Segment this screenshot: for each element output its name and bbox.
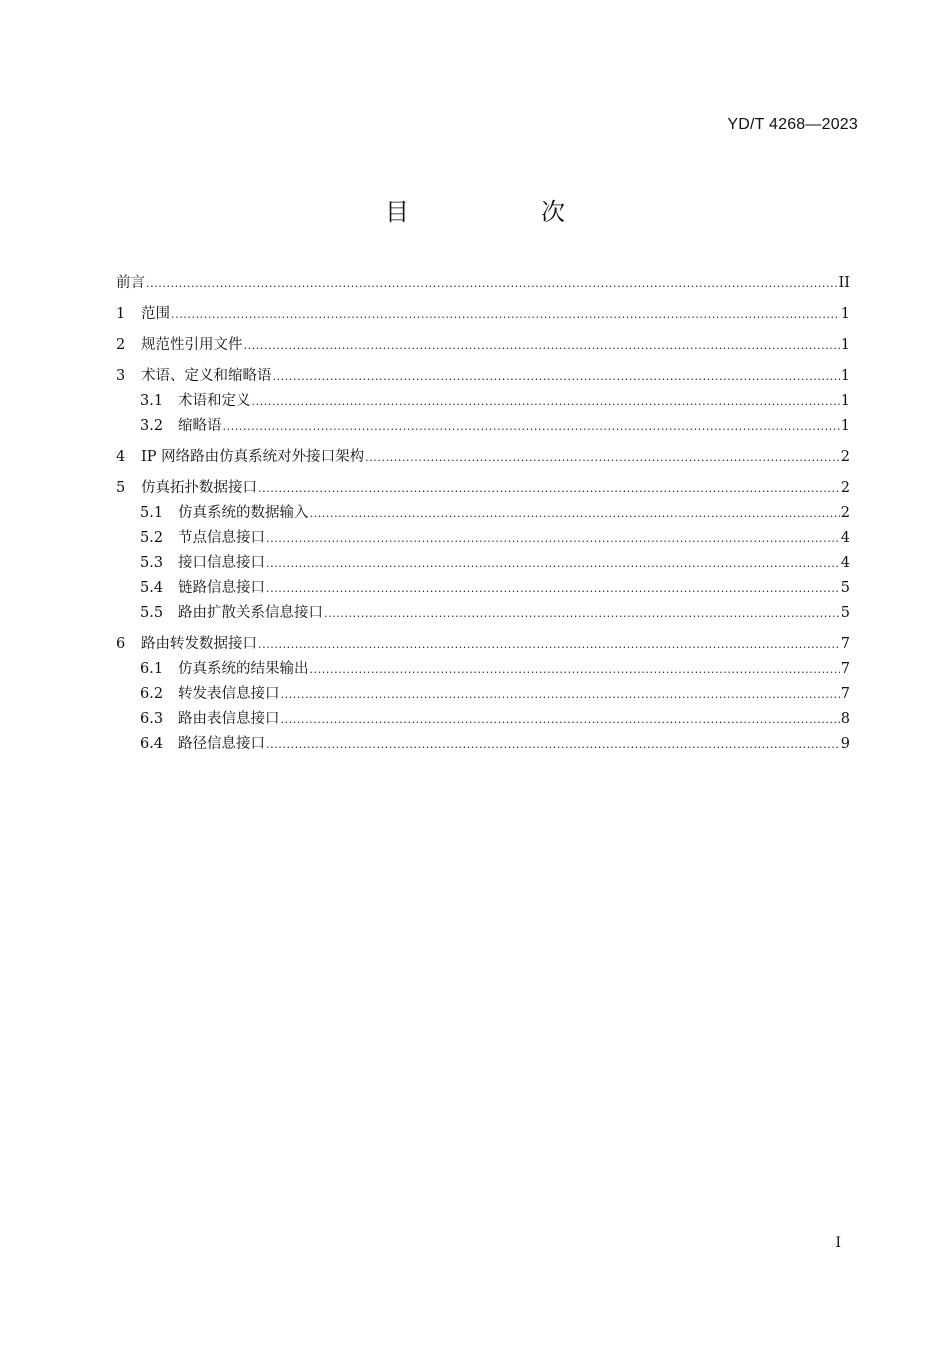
toc-title: 目 次 — [385, 198, 619, 226]
toc-entry-page: 1 — [840, 337, 850, 353]
toc-entry[interactable] — [116, 445, 850, 470]
toc-entry-label: 前言 — [116, 275, 145, 291]
toc-entry-label: 路由扩散关系信息接口 — [178, 605, 323, 621]
toc-entry-number: 5.5 — [140, 605, 164, 621]
toc-entry[interactable] — [116, 389, 850, 414]
toc-entry-label: 节点信息接口 — [178, 530, 265, 546]
toc-entry-page: 2 — [840, 480, 850, 496]
toc-entry-number: 5.3 — [140, 555, 164, 571]
toc-entry-number: 2 — [116, 337, 126, 353]
dot-leader — [365, 445, 840, 470]
toc-entry-number: 3.1 — [140, 393, 164, 409]
toc-entry-number: 5 — [116, 480, 126, 496]
toc-entry-label: 术语、定义和缩略语 — [141, 368, 272, 384]
toc-entry-number: 5.1 — [140, 505, 164, 521]
toc-entry[interactable] — [116, 632, 850, 657]
toc-entry-label: 仿真系统的结果输出 — [178, 661, 309, 677]
toc-entry-page: 8 — [840, 711, 850, 727]
toc-entry[interactable] — [116, 414, 850, 439]
dot-leader — [223, 414, 840, 439]
toc-entry-number: 6.1 — [140, 661, 164, 677]
dot-leader — [281, 707, 840, 732]
dot-leader — [266, 551, 840, 576]
toc-entry-number: 3.2 — [140, 418, 164, 434]
toc-entry-label: 术语和定义 — [178, 393, 251, 409]
toc-entry-label: 范围 — [141, 306, 170, 322]
toc-entry-number: 6.4 — [140, 736, 164, 752]
toc-entry-number: 5.4 — [140, 580, 164, 596]
dot-leader — [252, 389, 840, 414]
toc-entry-page: 1 — [840, 418, 850, 434]
dot-leader — [258, 476, 840, 501]
toc-entry-label: 接口信息接口 — [178, 555, 265, 571]
toc-entry-page: 5 — [840, 580, 850, 596]
toc-entry[interactable] — [116, 333, 850, 358]
toc-entry-label: 缩略语 — [178, 418, 222, 434]
toc-entry-label: 路由转发数据接口 — [141, 636, 257, 652]
toc-entry-label: 路由表信息接口 — [178, 711, 280, 727]
dot-leader — [146, 271, 838, 296]
toc-entry-number: 6.3 — [140, 711, 164, 727]
dot-leader — [258, 632, 840, 657]
dot-leader — [266, 526, 840, 551]
toc-entry-number: 3 — [116, 368, 126, 384]
toc-entry[interactable] — [116, 551, 850, 576]
dot-leader — [171, 302, 840, 327]
dot-leader — [244, 333, 840, 358]
toc-entry-page: 2 — [840, 505, 850, 521]
toc-entry-page: II — [838, 275, 850, 291]
toc-entry[interactable] — [116, 501, 850, 526]
toc-entry[interactable] — [116, 601, 850, 626]
toc-entry-label: 规范性引用文件 — [141, 337, 243, 353]
toc-entry-label: 仿真拓扑数据接口 — [141, 480, 257, 496]
toc-entry-label: IP 网络路由仿真系统对外接口架构 — [141, 449, 365, 465]
toc-entry[interactable] — [116, 302, 850, 327]
toc-entry[interactable] — [116, 364, 850, 389]
dot-leader — [324, 601, 840, 626]
toc-entry-page: 1 — [840, 368, 850, 384]
toc-entry-number: 4 — [116, 449, 126, 465]
toc-entry-page: 4 — [840, 555, 850, 571]
toc-entry-page: 7 — [840, 661, 850, 677]
dot-leader — [273, 364, 840, 389]
toc-entry[interactable] — [116, 657, 850, 682]
toc-entry-page: 7 — [840, 686, 850, 702]
toc-entry-page: 2 — [840, 449, 850, 465]
page-number: I — [835, 1235, 841, 1251]
toc-entry-page: 7 — [840, 636, 850, 652]
toc-entry[interactable] — [116, 476, 850, 501]
toc-entry-page: 5 — [840, 605, 850, 621]
table-of-contents — [116, 271, 850, 757]
toc-entry-number: 1 — [116, 306, 126, 322]
toc-entry-page: 1 — [840, 393, 850, 409]
dot-leader — [281, 682, 840, 707]
toc-entry-label: 仿真系统的数据输入 — [178, 505, 309, 521]
toc-entry-page: 1 — [840, 306, 850, 322]
toc-entry-number: 6 — [116, 636, 126, 652]
document-code: YD/T 4268—2023 — [727, 116, 858, 133]
dot-leader — [310, 501, 840, 526]
toc-entry[interactable] — [116, 576, 850, 601]
toc-entry-label: 路径信息接口 — [178, 736, 265, 752]
toc-entry-page: 9 — [840, 736, 850, 752]
toc-entry[interactable] — [116, 271, 850, 296]
dot-leader — [310, 657, 840, 682]
dot-leader — [266, 576, 840, 601]
toc-entry[interactable] — [116, 732, 850, 757]
toc-entry-number: 5.2 — [140, 530, 164, 546]
toc-entry[interactable] — [116, 526, 850, 551]
toc-entry-label: 转发表信息接口 — [178, 686, 280, 702]
toc-entry[interactable] — [116, 682, 850, 707]
dot-leader — [266, 732, 840, 757]
toc-entry-label: 链路信息接口 — [178, 580, 265, 596]
toc-entry[interactable] — [116, 707, 850, 732]
toc-entry-number: 6.2 — [140, 686, 164, 702]
toc-entry-page: 4 — [840, 530, 850, 546]
